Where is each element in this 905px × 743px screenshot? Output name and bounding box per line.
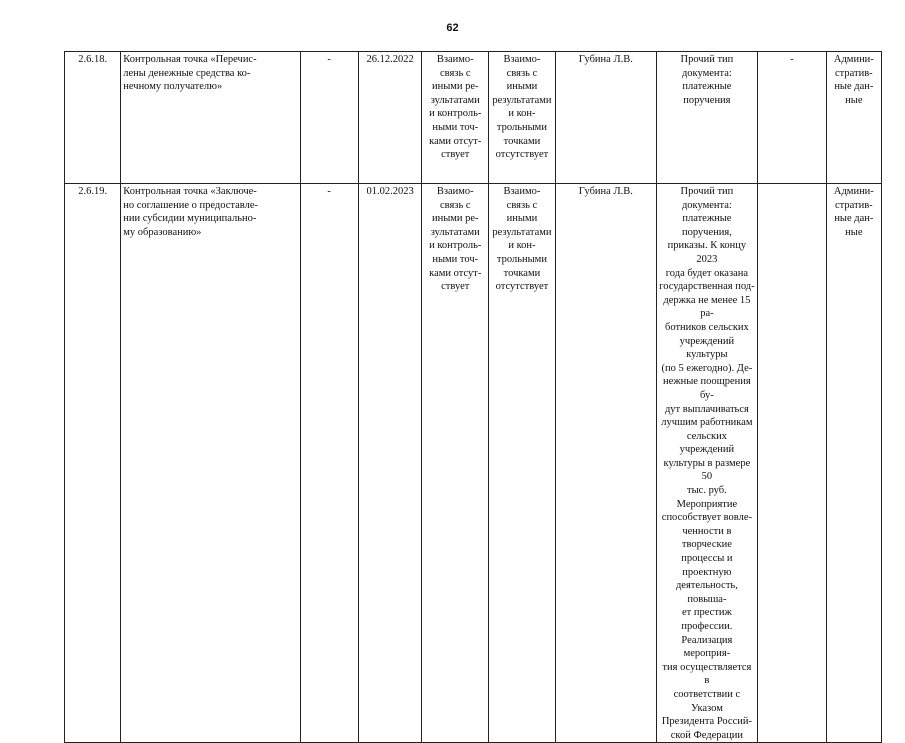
cell-line: Админи-: [833, 186, 874, 197]
cell-line: Контрольная точка «Заключе-: [123, 186, 257, 197]
cell-line: ет престиж профессии.: [681, 607, 733, 632]
cell-line: Контрольная точка «Перечис-: [123, 54, 257, 65]
cell-line: нежные поощрения бу-: [663, 376, 751, 401]
table-body: [65, 52, 882, 743]
cell-line: ствует: [441, 281, 470, 293]
cell-line: связь с: [439, 67, 471, 79]
cell-line: точками: [503, 135, 541, 147]
due-date: 01.02.2023: [358, 184, 422, 743]
cell-line: нии субсидии муниципально-: [123, 213, 257, 225]
cell-line: тыс. руб. Мероприятие: [676, 485, 738, 510]
cell-line: Прочий тип документа:: [680, 186, 734, 211]
cell-line: иными ре-: [431, 213, 479, 225]
cell-line: платежные поручения: [682, 81, 732, 106]
cell-line: способствует вовле-: [661, 512, 753, 524]
control-point-name: [121, 52, 300, 184]
cell-line: трольными: [496, 253, 547, 265]
document-description: [656, 184, 757, 743]
cell-line: Президента Россий-: [661, 716, 752, 728]
cell-line: стратив-: [835, 199, 873, 211]
cell-line: но соглашение о предоставле-: [123, 199, 258, 211]
cell-line: ные дан-: [834, 213, 874, 225]
data-source: [826, 52, 881, 184]
cell-line: Прочий тип документа:: [680, 54, 734, 79]
cell-line: Взаимо-: [503, 54, 541, 65]
cell-line: связь с: [506, 67, 538, 79]
cell-line: года будет оказана: [665, 267, 749, 279]
cell-line: учреждений культуры: [679, 335, 735, 361]
cell-line: и контроль-: [429, 240, 482, 252]
control-point-name: [121, 184, 300, 743]
cell-line: точками: [503, 267, 541, 279]
info-system: -: [757, 52, 826, 184]
cell-line: ками отсут-: [429, 135, 482, 147]
cell-line: тия осуществляется в: [662, 661, 752, 687]
control-points-table: [64, 51, 882, 743]
cell-line: приказы. К концу 2023: [667, 240, 747, 265]
cell-line: государственная под-: [659, 281, 755, 293]
document-description: [656, 52, 757, 184]
cell-line: ченности в творческие: [681, 525, 732, 551]
predecessor-relation: [422, 184, 489, 743]
predecessor-relation: [422, 52, 489, 184]
cell-line: связь с: [506, 199, 538, 211]
cell-line: результатами: [492, 226, 552, 238]
page-number: 62: [446, 22, 459, 34]
cell-line: платежные поручения,: [681, 213, 732, 238]
cell-line: Реализация мероприя-: [681, 634, 733, 660]
cell-line: лены денежные средства ко-: [123, 67, 251, 79]
cell-line: процессы и проектную: [681, 553, 733, 578]
cell-line: Взаимо-: [436, 54, 474, 65]
successor-relation: [489, 52, 556, 184]
cell-line: (по 5 ежегодно). Де-: [661, 362, 753, 374]
cell-line: Взаимо-: [436, 186, 474, 197]
cell-line: ные дан-: [834, 81, 874, 93]
cell-line: соответствии с Указом: [673, 688, 741, 714]
base-value: -: [300, 184, 358, 743]
table-row: [65, 184, 882, 743]
successor-relation: [489, 184, 556, 743]
cell-line: Админи-: [833, 54, 874, 65]
cell-line: и кон-: [508, 240, 536, 252]
cell-line: ными точ-: [432, 253, 479, 265]
cell-line: зультатами: [430, 94, 480, 106]
cell-line: му образованию»: [123, 226, 202, 238]
cell-line: трольными: [496, 121, 547, 133]
cell-line: отсутствует: [495, 281, 549, 293]
cell-line: дут выплачиваться: [664, 403, 749, 415]
due-date: 26.12.2022: [358, 52, 422, 184]
cell-line: Взаимо-: [503, 186, 541, 197]
info-system: [757, 184, 826, 743]
data-source: [826, 184, 881, 743]
cell-line: иными ре-: [431, 81, 479, 93]
cell-line: ками отсут-: [429, 267, 482, 279]
cell-line: лучшим работникам: [661, 417, 753, 429]
cell-line: ные: [845, 94, 863, 106]
cell-line: связь с: [439, 199, 471, 211]
cell-line: результатами: [492, 94, 552, 106]
cell-line: зультатами: [430, 226, 480, 238]
cell-line: ные: [845, 226, 863, 238]
cell-line: отсутствует: [495, 149, 549, 161]
cell-line: сельских учреждений: [679, 430, 735, 456]
cell-line: держка не менее 15 ра-: [663, 294, 751, 320]
cell-line: ботников сельских: [665, 321, 749, 333]
table-row: [65, 52, 882, 184]
responsible-person: Губина Л.В.: [555, 52, 656, 184]
cell-line: деятельность, повыша-: [675, 580, 738, 605]
cell-line: иными: [506, 213, 538, 225]
cell-line: стратив-: [835, 67, 873, 79]
cell-line: культуры в размере 50: [663, 457, 751, 483]
cell-line: иными: [506, 81, 538, 93]
row-number: 2.6.18.: [65, 52, 121, 184]
cell-line: и кон-: [508, 108, 536, 120]
cell-line: нечному получателю»: [123, 81, 223, 93]
cell-line: ными точ-: [432, 121, 479, 133]
cell-line: ствует: [441, 149, 470, 161]
cell-line: ской Федерации: [670, 729, 744, 741]
base-value: -: [300, 52, 358, 184]
cell-line: и контроль-: [429, 108, 482, 120]
responsible-person: Губина Л.В.: [555, 184, 656, 743]
row-number: 2.6.19.: [65, 184, 121, 743]
